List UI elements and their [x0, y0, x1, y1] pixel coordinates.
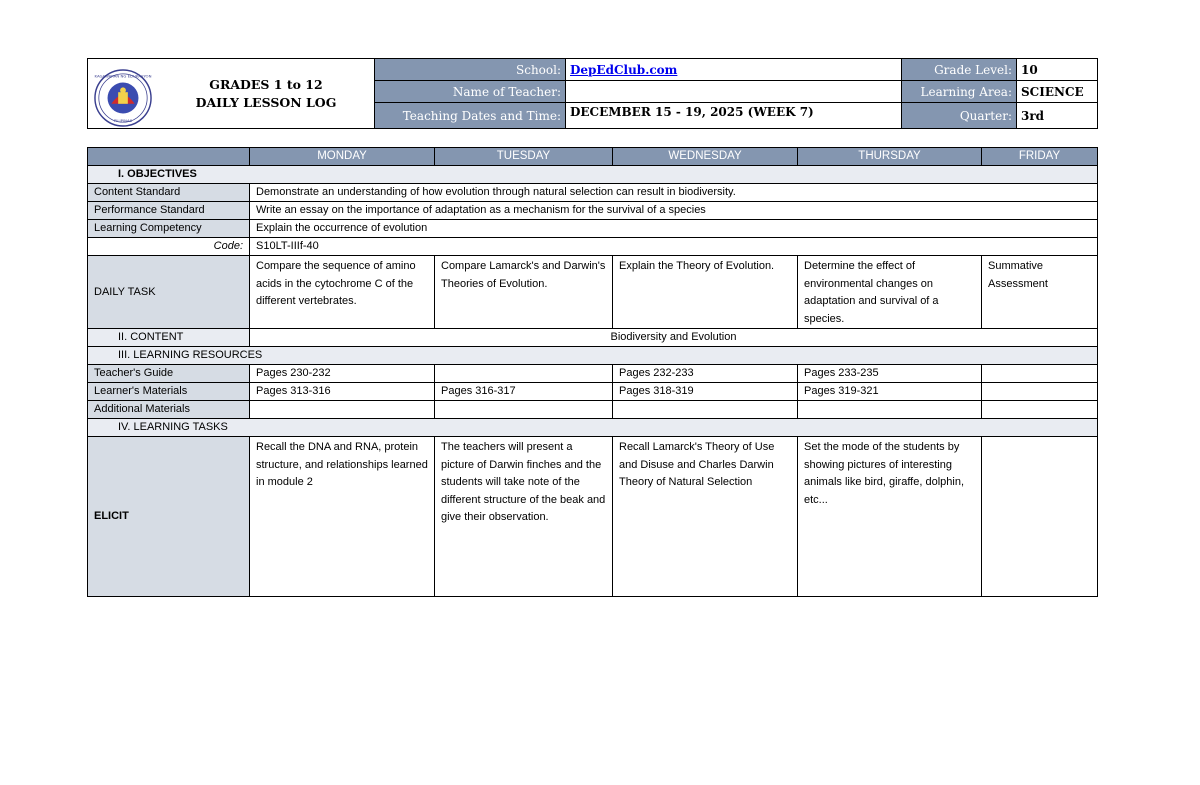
- teachers-guide-tuesday: [435, 365, 613, 383]
- content-standard-label: Content Standard: [88, 184, 250, 202]
- elicit-tuesday: The teachers will present a picture of Darwin finches and the students will take note of the different structure of the beak and give their observation.: [435, 437, 613, 597]
- svg-text:PILIPINAS: PILIPINAS: [113, 118, 133, 124]
- code-value: S10LT-IIIf-40: [250, 238, 1098, 256]
- learners-materials-label: Learner's Materials: [88, 383, 250, 401]
- objectives-section-row: [88, 166, 1098, 184]
- code-label: Code:: [88, 238, 250, 256]
- elicit-row: [88, 437, 1098, 597]
- learning-competency-label: Learning Competency: [88, 220, 250, 238]
- content-section-row: [88, 329, 1098, 347]
- objectives-heading: I. OBJECTIVES: [88, 166, 1098, 184]
- day-header-wednesday: WEDNESDAY: [613, 148, 798, 166]
- resources-heading: III. LEARNING RESOURCES: [88, 347, 1098, 365]
- school-value: [566, 59, 902, 81]
- learners-materials-row: [88, 383, 1098, 401]
- school-link[interactable]: DepEdClub.com: [570, 62, 678, 77]
- teaching-dates-value: DECEMBER 15 - 19, 2025 (WEEK 7): [566, 103, 902, 129]
- daily-task-row: [88, 256, 1098, 329]
- grade-level-label: Grade Level:: [902, 59, 1017, 81]
- deped-seal-icon: [94, 69, 152, 127]
- lesson-log-table: [87, 147, 1098, 597]
- additional-materials-tuesday: [435, 401, 613, 419]
- teachers-guide-row: [88, 365, 1098, 383]
- teacher-label: Name of Teacher:: [375, 81, 566, 103]
- performance-standard-label: Performance Standard: [88, 202, 250, 220]
- elicit-thursday: Set the mode of the students by showing pictures of interesting animals like bird, giraffe, dolphin, etc...: [798, 437, 982, 597]
- grade-level-value: 10: [1017, 59, 1098, 81]
- daily-task-monday: Compare the sequence of amino acids in the cytochrome C of the different vertebrates.: [250, 256, 435, 329]
- learning-area-value: SCIENCE: [1017, 81, 1098, 103]
- learning-tasks-section-row: [88, 419, 1098, 437]
- teachers-guide-friday: [982, 365, 1098, 383]
- daily-task-wednesday: Explain the Theory of Evolution.: [613, 256, 798, 329]
- teacher-value: [566, 81, 902, 103]
- daily-task-friday: Summative Assessment: [982, 256, 1098, 329]
- additional-materials-wednesday: [613, 401, 798, 419]
- learners-materials-wednesday: Pages 318-319: [613, 383, 798, 401]
- elicit-monday: Recall the DNA and RNA, protein structure, and relationships learned in module 2: [250, 437, 435, 597]
- resources-section-row: [88, 347, 1098, 365]
- day-header-tuesday: TUESDAY: [435, 148, 613, 166]
- title-line-1: GRADES 1 to 12: [209, 77, 323, 92]
- header-table: [87, 58, 1098, 129]
- performance-standard-row: [88, 202, 1098, 220]
- title-line-2: DAILY LESSON LOG: [195, 95, 337, 110]
- learners-materials-friday: [982, 383, 1098, 401]
- svg-text:KAGAWARAN NG EDUKASYON: KAGAWARAN NG EDUKASYON: [94, 73, 152, 79]
- learners-materials-monday: Pages 313-316: [250, 383, 435, 401]
- learning-competency-value: Explain the occurrence of evolution: [250, 220, 1098, 238]
- page-title: [158, 76, 374, 112]
- additional-materials-thursday: [798, 401, 982, 419]
- learning-competency-row: [88, 220, 1098, 238]
- quarter-value: 3rd: [1017, 103, 1098, 129]
- learners-materials-tuesday: Pages 316-317: [435, 383, 613, 401]
- day-header-thursday: THURSDAY: [798, 148, 982, 166]
- learners-materials-thursday: Pages 319-321: [798, 383, 982, 401]
- quarter-label: Quarter:: [902, 103, 1017, 129]
- day-header-row: [88, 148, 1098, 166]
- performance-standard-value: Write an essay on the importance of adaptation as a mechanism for the survival of a species: [250, 202, 1098, 220]
- elicit-friday: [982, 437, 1098, 597]
- additional-materials-label: Additional Materials: [88, 401, 250, 419]
- additional-materials-row: [88, 401, 1098, 419]
- school-label: School:: [375, 59, 566, 81]
- learning-tasks-heading: IV. LEARNING TASKS: [88, 419, 1098, 437]
- elicit-wednesday: Recall Lamarck's Theory of Use and Disuse and Charles Darwin Theory of Natural Selection: [613, 437, 798, 597]
- additional-materials-monday: [250, 401, 435, 419]
- content-standard-row: [88, 184, 1098, 202]
- daily-task-thursday: Determine the effect of environmental changes on adaptation and survival of a species.: [798, 256, 982, 329]
- day-header-friday: FRIDAY: [982, 148, 1098, 166]
- teachers-guide-label: Teacher's Guide: [88, 365, 250, 383]
- teachers-guide-thursday: Pages 233-235: [798, 365, 982, 383]
- day-header-monday: MONDAY: [250, 148, 435, 166]
- teachers-guide-monday: Pages 230-232: [250, 365, 435, 383]
- elicit-label: ELICIT: [88, 437, 250, 597]
- content-standard-value: Demonstrate an understanding of how evolution through natural selection can result in biodiversity.: [250, 184, 1098, 202]
- additional-materials-friday: [982, 401, 1098, 419]
- daily-task-tuesday: Compare Lamarck's and Darwin's Theories of Evolution.: [435, 256, 613, 329]
- teaching-dates-label: Teaching Dates and Time:: [375, 103, 566, 129]
- day-header-blank: [88, 148, 250, 166]
- teachers-guide-wednesday: Pages 232-233: [613, 365, 798, 383]
- content-value: Biodiversity and Evolution: [250, 329, 1098, 347]
- header-title-cell: [88, 59, 375, 129]
- daily-task-label: DAILY TASK: [88, 256, 250, 329]
- content-heading: II. CONTENT: [88, 329, 250, 347]
- code-row: [88, 238, 1098, 256]
- learning-area-label: Learning Area:: [902, 81, 1017, 103]
